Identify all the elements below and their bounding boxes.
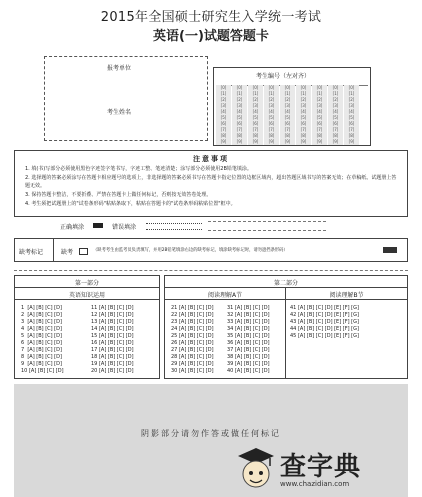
answer-row[interactable]: 29 [A] [B] [C] [D] [171,361,214,367]
answer-row[interactable]: 37 [A] [B] [C] [D] [227,347,270,353]
card-subtitle: 英语(一)试题答题卡 [153,29,269,44]
notice-list [25,165,401,209]
shaded-area-notice: 阴影部分请勿作答或做任何标记 [141,429,281,438]
part2-section-divider [165,299,407,300]
part2-divider [165,287,407,288]
brand-name: 查字典 [280,452,362,482]
answer-row[interactable]: 44 [A] [B] [C] [D] [E] [F] [G] [290,326,359,332]
wrong-fill-marks [146,223,202,230]
absent-checkbox-label: 缺考 [61,249,74,256]
answer-row[interactable]: 9 [A] [B] [C] [D] [21,361,62,367]
part1-title: 第一部分 [74,280,99,287]
answer-row[interactable]: 18 [A] [B] [C] [D] [91,354,134,360]
part2-section-b-title: 阅读理解B节 [329,292,364,299]
answer-row[interactable]: 11 [A] [B] [C] [D] [91,305,134,311]
part2-vertical-divider [285,287,286,378]
section-separator [14,270,408,271]
correct-fill-mark [93,223,103,228]
absent-section [14,238,408,262]
answer-row[interactable]: 5 [A] [B] [C] [D] [21,333,62,339]
examinee-name-label: 考生姓名 [107,109,132,116]
part1-box [14,275,160,379]
examinee-info-box [44,56,208,141]
absent-note: （缺考考生由监考员负责填写，并用2B铅笔填涂右边的缺考标记，填涂缺考标记时，请勿遮挡条形码） [93,248,288,253]
part1-section-divider [15,299,159,300]
part1-col2 [91,305,134,375]
answer-row[interactable]: 45 [A] [B] [C] [D] [E] [F] [G] [290,333,359,339]
answer-row[interactable]: 22 [A] [B] [C] [D] [171,312,214,318]
answer-row[interactable]: 42 [A] [B] [C] [D] [E] [F] [G] [290,312,359,318]
part2-box [164,275,408,379]
answer-row[interactable]: 36 [A] [B] [C] [D] [227,340,270,346]
answer-row[interactable]: 15 [A] [B] [C] [D] [91,333,134,339]
absent-mark-label: 缺考标记 [19,249,44,256]
answer-row[interactable]: 35 [A] [B] [C] [D] [227,333,270,339]
answer-row[interactable]: 13 [A] [B] [C] [D] [91,319,134,325]
exam-unit-label: 报考单位 [107,65,132,72]
answer-row[interactable]: 32 [A] [B] [C] [D] [227,312,270,318]
answer-row[interactable]: 41 [A] [B] [C] [D] [E] [F] [G] [290,305,359,311]
answer-row[interactable]: 12 [A] [B] [C] [D] [91,312,134,318]
notice-item: 1. 填(书)写部分必须使用黑色字迹签字笔书写，字迹工整、笔迹清楚；涂写部分必须使用2B铅笔填涂。 [25,166,252,172]
answer-row[interactable]: 21 [A] [B] [C] [D] [171,305,214,311]
answer-row[interactable]: 7 [A] [B] [C] [D] [21,347,62,353]
exam-title: 2015年全国硕士研究生入学统一考试 [100,10,322,25]
answer-row[interactable]: 25 [A] [B] [C] [D] [171,333,214,339]
absent-checkbox[interactable] [79,248,88,255]
wrong-fill-label: 错误填涂 [112,224,137,231]
answer-row[interactable]: 43 [A] [B] [C] [D] [E] [F] [G] [290,319,359,325]
part1-col1 [21,305,64,375]
answer-row[interactable]: 16 [A] [B] [C] [D] [91,340,134,346]
correct-fill-label: 正确填涂 [60,224,85,231]
barcode-strip [208,221,326,231]
answer-row[interactable]: 39 [A] [B] [C] [D] [227,361,270,367]
answer-row[interactable]: 38 [A] [B] [C] [D] [227,354,270,360]
notice-item: 2. 选择题的答案必须涂写在答题卡相应题号的选项上，非选择题的答案必须书写在答题卡指定位置的边框区域内，超出答题区域书写的答案无效；在草稿纸、试题册上答题无效。 [25,175,397,189]
notice-box [14,150,408,217]
part2-col3 [290,305,359,340]
answer-row[interactable]: 19 [A] [B] [C] [D] [91,361,134,367]
answer-row[interactable]: 34 [A] [B] [C] [D] [227,326,270,332]
graduate-mascot-icon [236,444,276,492]
answer-row[interactable]: 14 [A] [B] [C] [D] [91,326,134,332]
part2-title: 第二部分 [273,280,298,287]
exam-number-bubble-grid: [0] [0] [0] [0] [0] [0] [0] [0] [0] [1] [1] [1] [1] [1] [1] [1] [1] [1] [2] [2] [2] [2] [2] [2] [2] [2] [2] [3] [3] [3] [3] [3] [3] [3] [3] [3] [4] [4] [4] [4] [4] [4] [4] [4] [4] [5] [5] [5] [5] [5] [5] [5] [5] [5] [6] [6] [6] [6] [6] [6] [6] [6] [6] [7] [7] [7] [7] [7] [7] [7] [7] [7] [8] [8] [8] [8] [8] [8] [8] [8] [8] [9] [9] [9] [9] [9] [9] [9] [9] [9] [216,85,368,141]
answer-row[interactable]: 6 [A] [B] [C] [D] [21,340,62,346]
notice-item: 3. 保持答题卡整洁，不要折叠、严禁在答题卡上做任何标记，否则按无效答卷处理。 [25,192,212,198]
watermark-logo [236,440,422,497]
answer-row[interactable]: 4 [A] [B] [C] [D] [21,326,62,332]
answer-row[interactable]: 10 [A] [B] [C] [D] [21,368,64,374]
answer-row[interactable]: 23 [A] [B] [C] [D] [171,319,214,325]
answer-row[interactable]: 17 [A] [B] [C] [D] [91,347,134,353]
absent-bubble[interactable] [383,247,397,253]
part2-col1 [171,305,214,375]
answer-row[interactable]: 30 [A] [B] [C] [D] [171,368,214,374]
answer-row[interactable]: 26 [A] [B] [C] [D] [171,340,214,346]
answer-row[interactable]: 8 [A] [B] [C] [D] [21,354,62,360]
answer-row[interactable]: 1 [A] [B] [C] [D] [21,305,62,311]
answer-row[interactable]: 20 [A] [B] [C] [D] [91,368,134,374]
absent-divider [53,239,54,261]
brand-url: www.chazidian.com [280,480,350,488]
part2-col2 [227,305,270,375]
answer-row[interactable]: 27 [A] [B] [C] [D] [171,347,214,353]
answer-row[interactable]: 33 [A] [B] [C] [D] [227,319,270,325]
part2-section-a-title: 阅读理解A节 [207,292,243,299]
notice-item: 4. 考生须把试题册上的"试卷条形码"粘贴条取下，粘贴在答题卡的"试卷条形码粘贴位置"框中。 [25,201,236,207]
part1-divider [15,287,159,288]
answer-row[interactable]: 3 [A] [B] [C] [D] [21,319,62,325]
part1-section-title: 英语知识运用 [68,292,105,299]
answer-row[interactable]: 31 [A] [B] [C] [D] [227,305,270,311]
answer-row[interactable]: 2 [A] [B] [C] [D] [21,312,62,318]
answer-row[interactable]: 24 [A] [B] [C] [D] [171,326,214,332]
notice-title: 注意事项 [193,155,229,163]
answer-row[interactable]: 40 [A] [B] [C] [D] [227,368,270,374]
answer-row[interactable]: 28 [A] [B] [C] [D] [171,354,214,360]
exam-number-label: 考生编号（左对齐） [256,73,311,80]
